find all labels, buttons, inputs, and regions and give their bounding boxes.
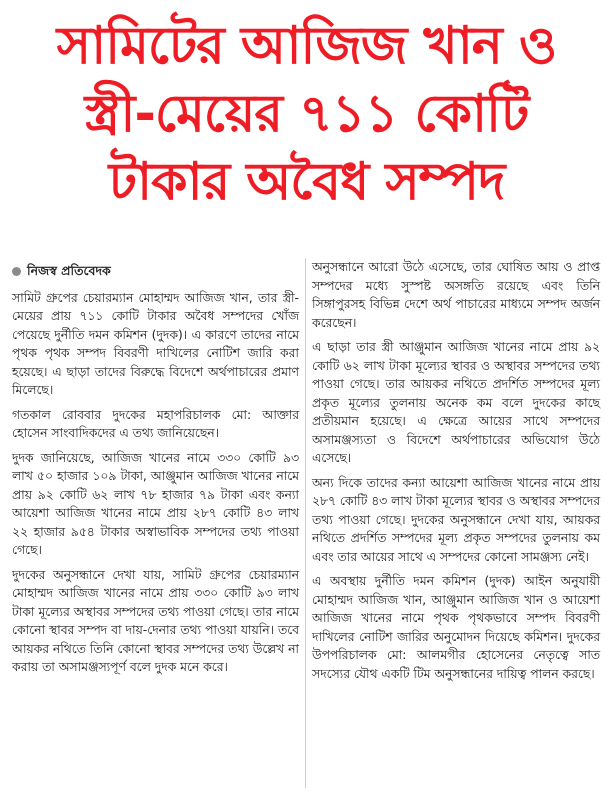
- paragraph: গতকাল রোববার দুদকের মহাপরিচালক মো: আক্তার হোসেন সাংবাদিকদের এ তথ্য জানিয়েছেন।: [12, 407, 299, 440]
- paragraph: সামিট গ্রুপের চেয়ারম্যান মোহাম্মদ আজিজ খান, তার স্ত্রী-মেয়ের প্রায় ৭১১ কোটি টাকার অবৈধ সম্পদের খোঁজ পেয়েছে দুর্নীতি দমন কমিশন (দুদক)। এ কারণে তাদের নামে পৃথক পৃথক সম্পদ বিবরণী দাখিলের নোটিশ জারি করা হয়েছে। এ ছাড়া তাদের বিরুদ্ধে বিদেশে অর্থপাচারের প্রমাণ মিলেছে।: [12, 290, 299, 397]
- byline: [12, 262, 299, 281]
- byline-text: নিজস্ব প্রতিবেদক: [27, 263, 111, 278]
- headline: [0, 12, 613, 216]
- paragraph: দুদক জানিয়েছে, আজিজ খানের নামে ৩৩০ কোটি ৯৩ লাখ ৫০ হাজার ১০৯ টাকা, আঞ্জুমান আজিজ খানের নামে প্রায় ৯২ কোটি ৬২ লাখ ৭৮ হাজার ৭৯ টাকা এবং কন্যা আয়েশা আজিজ খানের নামে প্রায় ২৮৭ কোটি ৪৩ লাখ ২২ হাজার ৯৫৪ টাকার অস্বাভাবিক সম্পদের তথ্য পাওয়া গেছে।: [12, 450, 299, 557]
- bullet-icon: [12, 267, 21, 276]
- headline-line-3: টাকার অবৈধ সম্পদ: [108, 152, 505, 212]
- article-body: [6, 258, 607, 788]
- paragraph: দুদকের অনুসন্ধানে দেখা যায়, সামিট গ্রুপের চেয়ারম্যান মোহাম্মদ আজিজ খানের নামে প্রায় ৩৩০ কোটি ৯৩ লাখ টাকা মূল্যের অস্থাবর সম্পদের তথ্য পাওয়া গেছে। তার নামে কোনো স্থাবর সম্পদ বা দায়-দেনার তথ্য পাওয়া যায়নি। তবে আয়কর নথিতে তিনি কোনো স্থাবর সম্পদের তথ্য উল্লেখ না করায় তা অসামঞ্জস্যপূর্ণ বলে দুদক মনে করে।: [12, 567, 299, 674]
- paragraph: অনুসন্ধানে আরো উঠে এসেছে, তার ঘোষিত আয় ও প্রাপ্ত সম্পদের মধ্যে সুস্পষ্ট অসঙ্গতি রয়েছে এবং তিনি সিঙ্গাপুরসহ বিভিন্ন দেশে অর্থ পাচারের মাধ্যমে সম্পদ অর্জন করেছেন।: [312, 260, 600, 330]
- headline-line-1: সামিটের আজিজ খান ও: [56, 16, 557, 76]
- headline-line-2: স্ত্রী-মেয়ের ৭১১ কোটি: [84, 84, 529, 144]
- paragraph: এ অবস্থায় দুর্নীতি দমন কমিশন (দুদক) আইন অনুযায়ী মোহাম্মদ আজিজ খান, আঞ্জুমান আজিজ খান ও আয়েশা আজিজ খানের নামে পৃথক পৃথকভাবে সম্পদ বিবরণী দাখিলের নোটিশ জারির অনুমোদন দিয়েছে কমিশন। দুদকের উপপরিচালক মো: আলমগীর হোসেনের নেতৃত্বে সাত সদস্যের যৌথ একটি টিম অনুসন্ধানের দায়িত্ব পালন করছে।: [312, 574, 600, 681]
- paragraph: এ ছাড়া তার স্ত্রী আঞ্জুমান আজিজ খানের নামে প্রায় ৯২ কোটি ৬২ লাখ টাকা মূল্যের স্থাবর ও অস্থাবর সম্পদের তথ্য পাওয়া গেছে। তার আয়কর নথিতে প্রদর্শিত সম্পদের মূল্য প্রকৃত মূল্যের তুলনায় অনেক কম বলে দুদকের কাছে প্রতীয়মান হয়েছে। এ ক্ষেত্রে আয়ের সাথে সম্পদের অসামঞ্জস্যতা ও বিদেশে অর্থপাচারের অভিযোগ উঠে এসেছে।: [312, 340, 600, 465]
- article-column-left: [6, 258, 306, 788]
- article-column-right: [306, 258, 606, 788]
- paragraph: অন্য দিকে তাদের কন্যা আয়েশা আজিজ খানের নামে প্রায় ২৮৭ কোটি ৪৩ লাখ টাকা মূল্যের স্থাবর ও অস্থাবর সম্পদের তথ্য পাওয়া গেছে। দুদকের অনুসন্ধানে দেখা যায়, আয়কর নথিতে প্রদর্শিত সম্পদের মূল্য প্রকৃত সম্পদের তুলনায় কম এবং তার আয়ের সাথে এ সম্পদের কোনো সামঞ্জস্য নেই।: [312, 475, 600, 564]
